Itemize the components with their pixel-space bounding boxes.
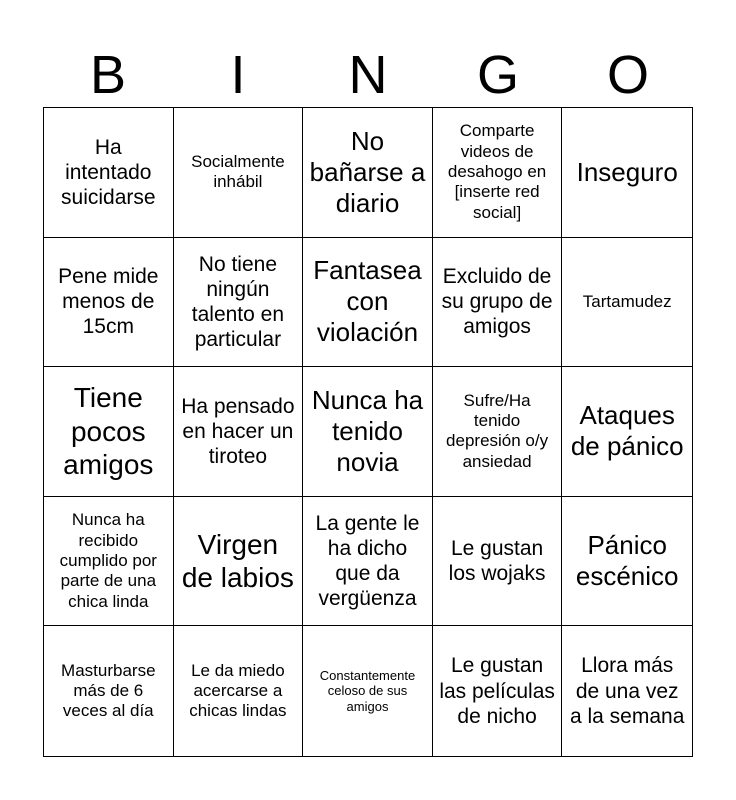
bingo-cell[interactable]: Ha pensado en hacer un tiroteo: [174, 367, 304, 497]
bingo-cell[interactable]: Pene mide menos de 15cm: [44, 238, 174, 368]
header-letter-n: N: [348, 45, 388, 105]
bingo-cell[interactable]: No tiene ningún talento en particular: [174, 238, 304, 368]
bingo-cell[interactable]: Le da miedo acercarse a chicas lindas: [174, 626, 304, 756]
bingo-board: [43, 107, 693, 757]
bingo-cell[interactable]: Le gustan los wojaks: [433, 497, 563, 627]
bingo-cell[interactable]: Nunca ha tenido novia: [303, 367, 433, 497]
bingo-cell[interactable]: Llora más de una vez a la semana: [569, 654, 685, 728]
bingo-cell[interactable]: Comparte videos de desahogo en [inserte red social]: [433, 108, 563, 238]
bingo-cell[interactable]: Fantasea con violación: [303, 238, 433, 368]
bingo-header: [43, 44, 693, 106]
bingo-cell[interactable]: Tartamudez: [562, 238, 692, 368]
bingo-cell[interactable]: La gente le ha dicho que da vergüenza: [303, 497, 433, 627]
bingo-cell[interactable]: Socialmente inhábil: [174, 108, 304, 238]
bingo-cell[interactable]: Nunca ha recibido cumplido por parte de una chica linda: [44, 497, 174, 627]
bingo-cell[interactable]: No bañarse a diario: [303, 108, 433, 238]
bingo-cell[interactable]: Tiene pocos amigos: [44, 367, 174, 497]
bingo-cell[interactable]: Constantemente celoso de sus amigos: [303, 626, 433, 756]
bingo-cell[interactable]: Pánico escénico: [562, 497, 692, 627]
bingo-cell[interactable]: Sufre/Ha tenido depresión o/y ansiedad: [433, 367, 563, 497]
bingo-cell[interactable]: Le gustan las películas de nicho: [433, 626, 563, 756]
header-letter-i: I: [230, 45, 246, 105]
bingo-cell[interactable]: Masturbarse más de 6 veces al día: [44, 626, 174, 756]
bingo-cell[interactable]: Inseguro: [562, 108, 692, 238]
bingo-cell[interactable]: Virgen de labios: [174, 497, 304, 627]
bingo-cell[interactable]: Excluido de su grupo de amigos: [433, 238, 563, 368]
bingo-cell[interactable]: Ataques de pánico: [562, 367, 692, 497]
header-letter-o: O: [606, 45, 649, 105]
bingo-cell[interactable]: Ha intentado suicidarse: [44, 108, 174, 238]
header-letter-g: G: [476, 45, 519, 105]
header-letter-b: B: [89, 45, 127, 105]
